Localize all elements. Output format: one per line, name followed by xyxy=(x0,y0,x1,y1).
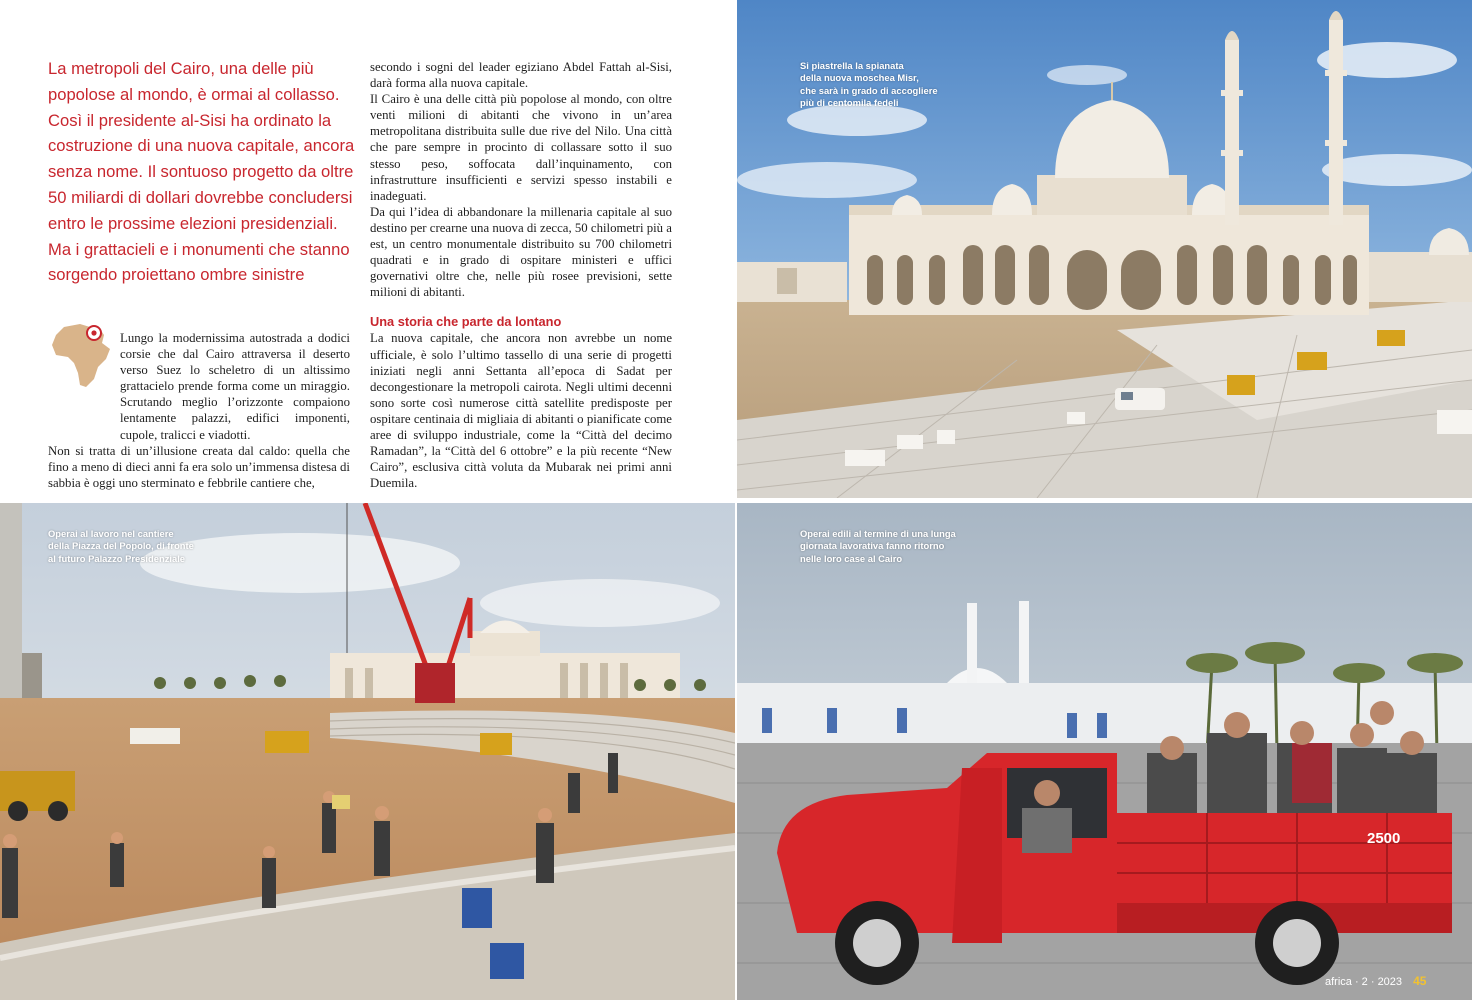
lead-line: Ma i grattacieli e i monumenti che stanno xyxy=(48,239,350,259)
section-subheading: Una storia che parte da lontano xyxy=(370,314,562,330)
lead-line: entro le prossime elezioni presidenziali. xyxy=(48,213,338,233)
caption-line: Operai edili al termine di una lunga xyxy=(800,528,956,539)
caption-line: Si piastrella la spianata xyxy=(800,60,904,71)
page-number: 45 xyxy=(1413,974,1427,988)
lead-line: 50 miliardi di dollari dovrebbe concludersi xyxy=(48,187,353,207)
caption-line: più di centomila fedeli xyxy=(800,97,899,109)
caption-line: nelle loro case al Cairo xyxy=(800,552,903,564)
lead-line: costruzione di una nuova capitale, ancora xyxy=(48,136,355,156)
truck-photo-caption xyxy=(800,528,956,565)
lead-line: sorgendo proiettano ombre sinistre xyxy=(48,265,305,285)
paragraph-text: Lungo la modernissima autostrada a dodici corsie che dal Cairo attraversa il deserto verso Suez lo scheletro di un altissimo grattacielo prende forma come un miraggio. Scrutando meglio l’orizzonte compaiono lentamente palazzi, edifici imponenti, cupole, tralicci e viadotti. xyxy=(120,331,350,442)
paragraph: Non si tratta di un’illusione creata dal caldo: quella che fino a meno di dieci anni fa era solo un’immensa distesa di sabbia è oggi uno sterminato e febbrile cantiere che, xyxy=(48,443,350,490)
paragraph xyxy=(48,330,350,443)
paragraph: Da qui l’idea di abbandonare la millenaria capitale al suo destino per crearne una nuova di zecca, 50 chilometri più a est, un centro monumentale distribuito su 700 chilometri quadrati e in grado di ospitare ministeri e uffici governativi oltre che, nelle più rosee previsioni, sette milioni di abitanti. xyxy=(370,204,672,300)
paragraph: secondo i sogni del leader egiziano Abdel Fattah al-Sisi, darà forma alla nuova capitale. xyxy=(370,60,672,91)
piazza-construction-photo xyxy=(0,503,735,1000)
caption-line: che sarà in grado di accogliere xyxy=(800,84,938,96)
mosque-photo-caption xyxy=(800,60,938,110)
lead-paragraph xyxy=(48,56,355,288)
caption-line: Operai al lavoro nel cantiere xyxy=(48,528,174,539)
caption-line: della nuova moschea Misr, xyxy=(800,72,919,84)
lead-line: senza nome. Il sontuoso progetto da oltre xyxy=(48,162,354,182)
caption-line: giornata lavorativa fanno ritorno xyxy=(800,540,945,552)
caption-line: al futuro Palazzo Presidenziale xyxy=(48,552,186,564)
truck-capacity-marking: 2500 xyxy=(1367,830,1401,847)
issue-label: africa · 2 · 2023 xyxy=(1325,976,1403,988)
body-column-2 xyxy=(370,59,672,491)
body-column-1 xyxy=(48,330,350,491)
lead-line: Così il presidente al-Sisi ha ordinato la xyxy=(48,110,332,130)
page-folio xyxy=(1325,974,1426,988)
paragraph: La nuova capitale, che ancora non avrebbe un nome ufficiale, è solo l’ultimo tassello di una serie di progetti iniziati negli anni Settanta all’epoca di Sadat per decongestionare la metropoli cairota. Negli ultimi decenni sono sorte così numerose città satellite predisposte per ospitare centinaia di migliaia di abitanti o pianificate come aree di sviluppo industriale, come la “Città del decimo Ramadan”, la “Città del 6 ottobre” e la più recente “New Cairo”, esclusiva città voluta da Mubarak nei primi anni Duemila. xyxy=(370,331,672,491)
paragraph: Il Cairo è una delle città più popolose al mondo, con oltre venti milioni di abitanti che vivono in un’area metropolitana distribuita sulle due rive del Nilo. Una città che pare sempre in procinto di collassare sotto il suo stesso peso, soffocata dall’inquinamento, con infrastrutture insufficienti e servizi spesso instabili e inadeguati. xyxy=(370,92,672,203)
caption-line: della Piazza del Popolo, di fronte xyxy=(48,540,194,552)
piazza-photo-caption xyxy=(48,528,194,565)
lead-line: La metropoli del Cairo, una delle più xyxy=(48,59,314,78)
workers-truck-photo xyxy=(737,503,1472,1000)
lead-line: popolose al mondo, è ormai al collasso. xyxy=(48,84,340,104)
